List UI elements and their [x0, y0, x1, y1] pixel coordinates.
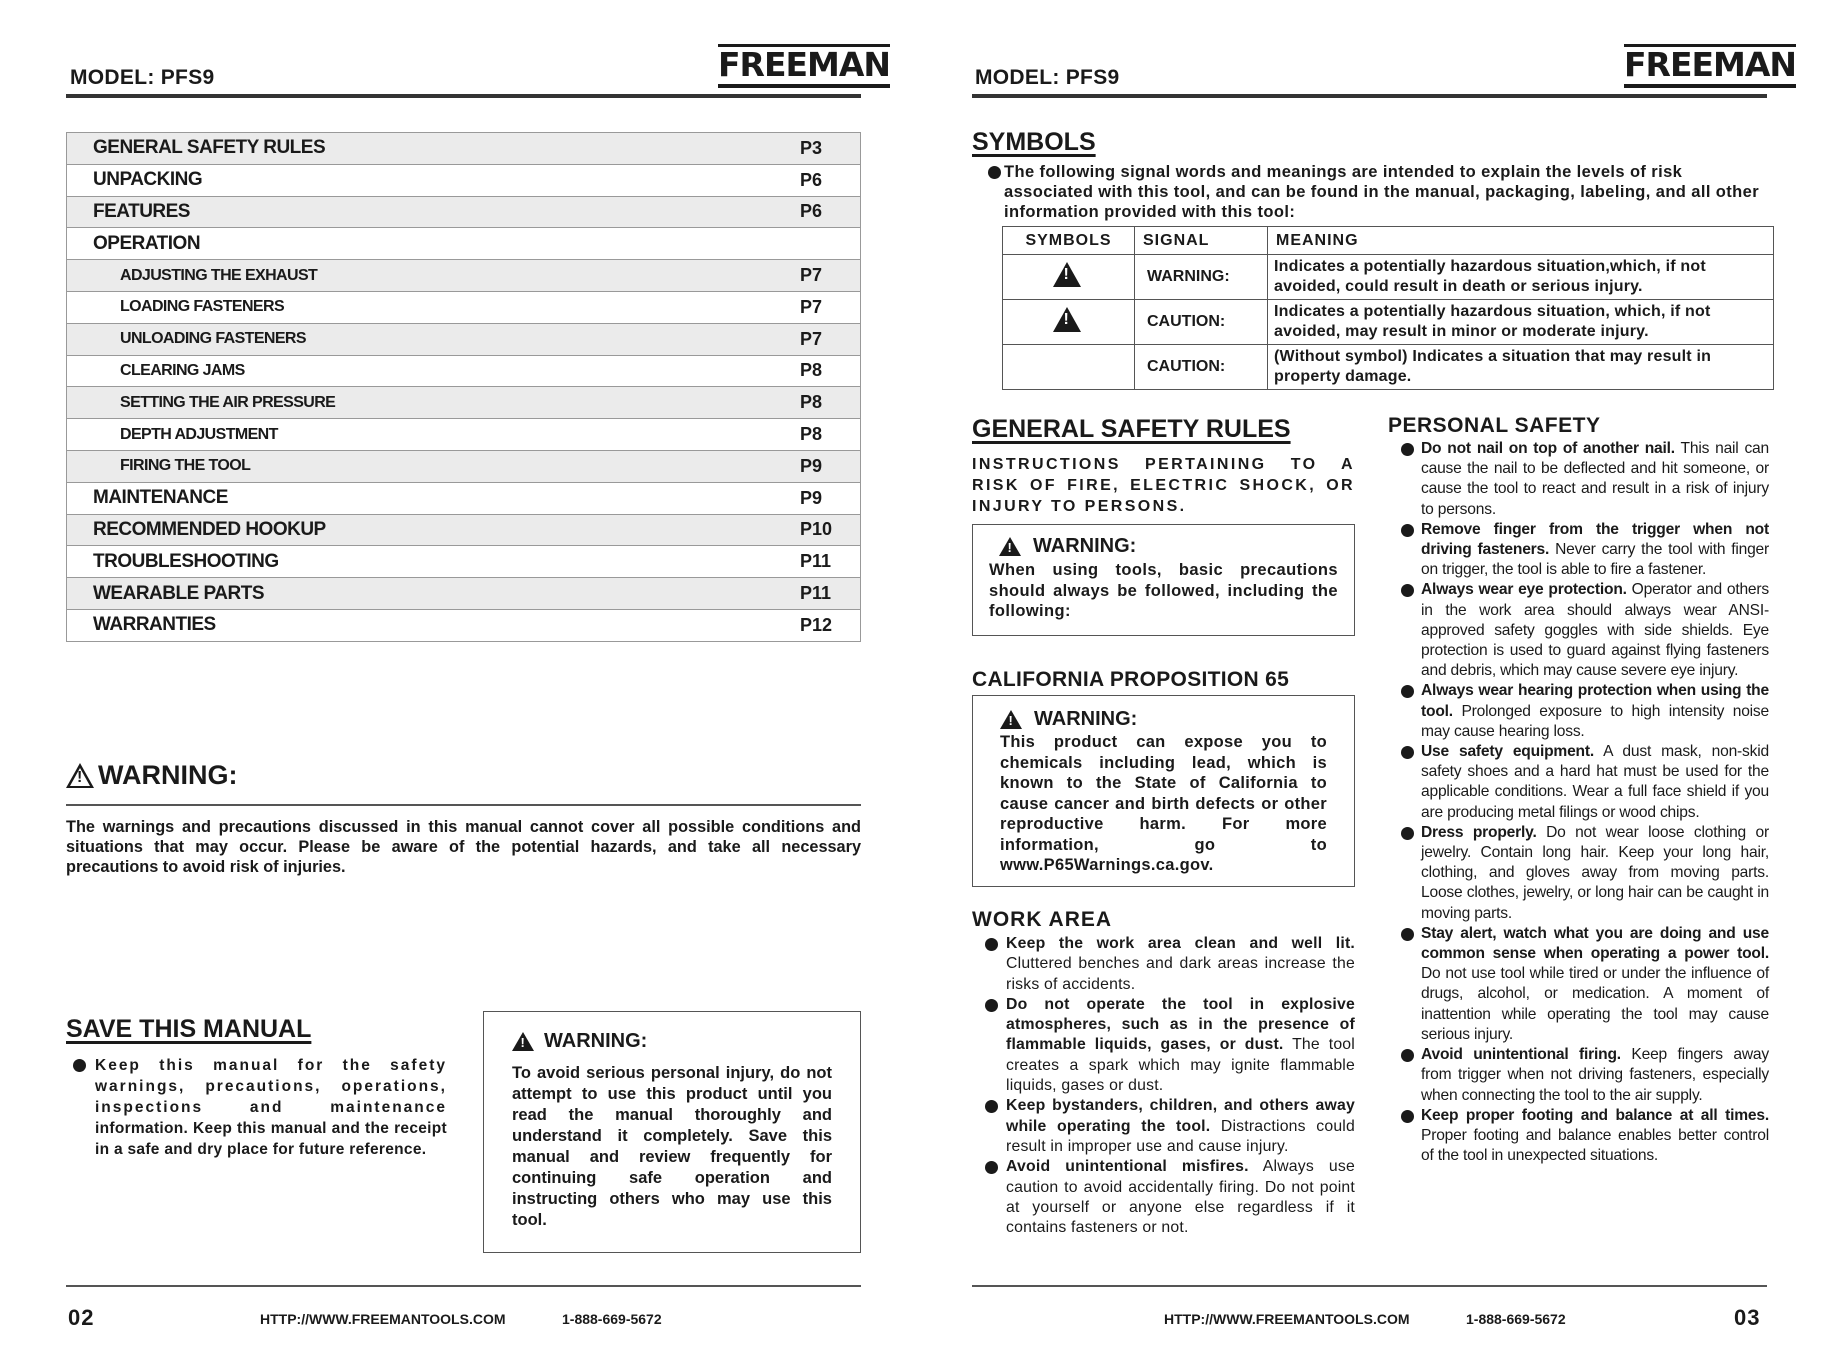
- toc-page: P8: [800, 424, 823, 445]
- toc-page: P9: [800, 487, 823, 508]
- toc-label: MAINTENANCE: [93, 487, 228, 509]
- item-bold-text: Keep bystanders, children, and others away while operating the tool.: [1006, 1097, 1355, 1135]
- item-bold-text: Always wear eye protection.: [1421, 581, 1627, 599]
- list-item: [1398, 1106, 1769, 1167]
- list-item: [982, 995, 1355, 1096]
- header-rule: [66, 94, 861, 98]
- col-header-signal: SIGNAL: [1135, 227, 1268, 255]
- model-label: MODEL: PFS9: [70, 66, 215, 89]
- item-text: The tool creates a spark which may ignite flammable liquids, gases or dust.: [1006, 1036, 1356, 1095]
- gsr-warning-box: [972, 524, 1355, 636]
- personal-safety-list: [1398, 439, 1769, 1166]
- box-warning-title: WARNING:: [1033, 535, 1137, 557]
- list-item: [982, 934, 1355, 995]
- col-header-meaning: MEANING: [1268, 227, 1774, 255]
- table-row: ! CAUTION: Indicates a potentially hazardous situation, which, if not avoided, may result in minor or moderate injury.: [1003, 300, 1774, 345]
- item-text: Do not use tool while tired or under the influence of drugs, alcohol, or medication. A moment of inattention while operating the tool may cause serious injury.: [1421, 965, 1769, 1043]
- toc-label: ADJUSTING THE EXHAUST: [120, 266, 318, 284]
- toc-row[interactable]: [67, 133, 860, 165]
- toc-label: CLEARING JAMS: [120, 361, 245, 379]
- item-bold-text: Keep the work area clean and well lit.: [1006, 935, 1355, 952]
- model-label: MODEL: PFS9: [975, 66, 1120, 89]
- footer-url[interactable]: HTTP://WWW.FREEMANTOOLS.COM: [1164, 1311, 1410, 1327]
- toc-label: RECOMMENDED HOOKUP: [93, 518, 326, 540]
- toc-row[interactable]: [67, 197, 860, 229]
- page-number: 03: [1734, 1305, 1761, 1330]
- toc-page: P12: [800, 614, 833, 635]
- box-warning-text: To avoid serious personal injury, do not attempt to use this product until you read the manual thoroughly and understand it completely. Save this manual and review frequently for continuing safe operation and instructing others who may use this tool.: [512, 1064, 832, 1229]
- item-bold-text: Do not nail on top of another nail.: [1421, 440, 1675, 457]
- list-item: [1398, 681, 1769, 742]
- item-bold-text: Remove finger from the trigger when not driving fasteners.: [1421, 520, 1769, 559]
- list-item: [982, 1157, 1355, 1238]
- item-bold-text: Always wear hearing protection when using the tool.: [1421, 682, 1769, 720]
- symbols-title: SYMBOLS: [972, 128, 1096, 156]
- save-manual-list: [70, 1055, 447, 1160]
- list-item: [1398, 1045, 1769, 1106]
- toc-row[interactable]: [67, 260, 860, 292]
- toc-page: P8: [800, 392, 823, 413]
- header-rule: [972, 94, 1767, 98]
- toc-label: LOADING FASTENERS: [120, 298, 285, 316]
- box-warning-text: This product can expose you to chemicals including lead, which is known to the State of California to cause cancer and birth defects or other reproductive harm. For more information, go to www.P65Warnings.ca.gov.: [1000, 733, 1327, 874]
- symbols-intro: [985, 162, 1767, 222]
- warning-triangle-icon: [1000, 710, 1022, 729]
- item-bold-text: Use safety equipment.: [1421, 743, 1594, 761]
- california-title: CALIFORNIA PROPOSITION 65: [972, 668, 1290, 691]
- item-text: Prolonged exposure to high intensity noise may cause hearing loss.: [1421, 702, 1769, 740]
- toc-page: P9: [800, 455, 823, 476]
- toc-page: P6: [800, 201, 823, 222]
- list-item: [1398, 823, 1769, 924]
- toc-row[interactable]: [67, 610, 860, 642]
- toc-page: P8: [800, 360, 823, 381]
- toc-label: FIRING THE TOOL: [120, 457, 251, 475]
- ca-warning-box: [972, 695, 1355, 887]
- freeman-logo: FREEMAN: [718, 48, 890, 88]
- item-text: Operator and others in the work area should always wear ANSI-approved safety goggles with side shields. Eye protection is used to guard against flying fasteners and debris, which may cause severe eye injury.: [1421, 581, 1769, 680]
- toc-page: P11: [800, 551, 832, 572]
- toc-label: SETTING THE AIR PRESSURE: [120, 393, 336, 411]
- toc-label: GENERAL SAFETY RULES: [93, 137, 326, 159]
- gsr-instructions: INSTRUCTIONS PERTAINING TO A RISK OF FIRE, ELECTRIC SHOCK, OR INJURY TO PERSONS.: [972, 456, 1355, 515]
- toc-label: WEARABLE PARTS: [93, 582, 265, 604]
- toc-page: P6: [800, 169, 823, 190]
- list-item: [1398, 520, 1769, 581]
- toc-row[interactable]: [67, 356, 860, 388]
- warning-text: The warnings and precautions discussed in this manual cannot cover all possible conditions and situations that may occur. Please be aware of the potential hazards, and take all necessary precautions to avoid risk of injuries.: [66, 818, 861, 876]
- toc-label: WARRANTIES: [93, 614, 216, 636]
- warning-triangle-icon: [512, 1032, 534, 1051]
- toc-label: OPERATION: [93, 232, 201, 254]
- footer-phone: 1-888-669-5672: [1466, 1311, 1566, 1327]
- warning-triangle-icon: [999, 537, 1021, 556]
- table-row: ! WARNING: Indicates a potentially hazardous situation,which, if not avoided, could result in death or serious injury.: [1003, 255, 1774, 300]
- item-text: Do not wear loose clothing or jewelry. Contain long hair. Keep your long hair, clothing, and gloves away from moving parts. Loose clothes, jewelry, or long hair can be caught in moving parts.: [1421, 823, 1769, 922]
- page-number: 02: [68, 1305, 95, 1330]
- item-text: A dust mask, non-skid safety shoes and a hard hat must be used for the applicable conditions. Wear a full face shield if you are producing metal filings or wood chips.: [1421, 743, 1769, 821]
- table-of-contents: [66, 132, 861, 642]
- list-item: [1398, 439, 1769, 520]
- col-header-symbols: SYMBOLS: [1003, 227, 1135, 255]
- item-text: This nail can cause the nail to be deflected and hit someone, or cause the tool to react and result in a risk of injury to persons.: [1421, 440, 1770, 518]
- footer-phone: 1-888-669-5672: [562, 1311, 662, 1327]
- toc-page: P3: [800, 137, 823, 158]
- item-text: Cluttered benches and dark areas increase the risks of accidents.: [1006, 955, 1355, 993]
- warning-triangle-icon: [66, 763, 94, 788]
- warning-triangle-icon: [1053, 307, 1081, 332]
- toc-row[interactable]: [67, 451, 860, 483]
- toc-page: P10: [800, 519, 833, 540]
- toc-row[interactable]: [67, 515, 860, 547]
- item-bold-text: Dress properly.: [1421, 823, 1537, 841]
- item-bold-text: Stay alert, watch what you are doing and use common sense when operating a power tool.: [1421, 924, 1769, 963]
- item-text: Distractions could result in improper use and cause injury.: [1006, 1117, 1356, 1155]
- toc-row[interactable]: [67, 387, 860, 419]
- toc-row[interactable]: [67, 324, 860, 356]
- list-item: Keep this manual for the safety warnings, precautions, operations, inspections and maintenance information. Keep this manual and the receipt in a safe and dry place for future reference.: [70, 1055, 447, 1160]
- warning-heading: [66, 760, 237, 791]
- item-text: Keep fingers away from trigger when not driving fasteners, especially when connecting the tool to the air supply.: [1421, 1046, 1769, 1104]
- box-warning-title: WARNING:: [544, 1030, 648, 1052]
- symbols-table: [1002, 226, 1774, 390]
- toc-label: FEATURES: [93, 200, 190, 222]
- read-manual-warning-box: [483, 1011, 861, 1253]
- box-warning-text: When using tools, basic precautions should always be followed, including the following:: [989, 561, 1338, 620]
- item-text: Proper footing and balance enables better control of the tool in unexpected situations.: [1421, 1126, 1769, 1165]
- personal-safety-title: PERSONAL SAFETY: [1388, 414, 1601, 437]
- list-item: [1398, 742, 1769, 823]
- warning-rule: [66, 804, 861, 806]
- general-safety-title: GENERAL SAFETY RULES: [972, 415, 1291, 443]
- footer-rule: [66, 1285, 861, 1287]
- list-item: [982, 1096, 1355, 1157]
- footer-rule: [972, 1285, 1767, 1287]
- toc-row[interactable]: [67, 165, 860, 197]
- table-row: CAUTION: (Without symbol) Indicates a situation that may result in property damage.: [1003, 345, 1774, 390]
- toc-label: UNPACKING: [93, 169, 203, 191]
- toc-page: P7: [800, 265, 823, 286]
- item-bold-text: Do not operate the tool in explosive atmospheres, such as in the presence of flammable liquids, gases, or dust.: [1006, 995, 1355, 1054]
- toc-row[interactable]: [67, 228, 860, 260]
- list-item: [1398, 580, 1769, 681]
- toc-page: P11: [800, 583, 832, 604]
- freeman-logo: FREEMAN: [1624, 48, 1796, 88]
- warning-triangle-icon: [1053, 262, 1081, 287]
- toc-row[interactable]: [67, 546, 860, 578]
- item-text: Never carry the tool with finger on trigger, the tool is able to fire a fastener.: [1421, 541, 1770, 579]
- list-item: [1398, 924, 1769, 1045]
- toc-label: DEPTH ADJUSTMENT: [120, 425, 278, 443]
- item-bold-text: Keep proper footing and balance at all times.: [1421, 1106, 1769, 1124]
- footer-url[interactable]: HTTP://WWW.FREEMANTOOLS.COM: [260, 1311, 506, 1327]
- work-area-list: [982, 934, 1355, 1238]
- toc-label: TROUBLESHOOTING: [93, 550, 279, 572]
- item-bold-text: Avoid unintentional firing.: [1421, 1046, 1621, 1064]
- toc-page: P7: [800, 328, 823, 349]
- toc-page: P7: [800, 296, 823, 317]
- save-manual-title: SAVE THIS MANUAL: [66, 1015, 312, 1043]
- toc-row[interactable]: [67, 578, 860, 610]
- list-item: The following signal words and meanings are intended to explain the levels of risk associated with this tool, and can be found in the manual, packaging, labeling, and all other information provided with this tool:: [985, 162, 1767, 222]
- item-bold-text: Avoid unintentional misfires.: [1006, 1158, 1249, 1176]
- toc-label: UNLOADING FASTENERS: [120, 330, 306, 348]
- box-warning-title: WARNING:: [1034, 708, 1138, 730]
- toc-row[interactable]: [67, 483, 860, 515]
- toc-row[interactable]: [67, 292, 860, 324]
- item-text: Always use caution to avoid accidentally firing. Do not point at yourself or anyone else regardless if it contains fasteners or not.: [1006, 1158, 1355, 1237]
- table-header-row: [1003, 227, 1774, 255]
- work-area-title: WORK AREA: [972, 908, 1113, 931]
- toc-row[interactable]: [67, 419, 860, 451]
- warning-title: WARNING:: [98, 760, 238, 790]
